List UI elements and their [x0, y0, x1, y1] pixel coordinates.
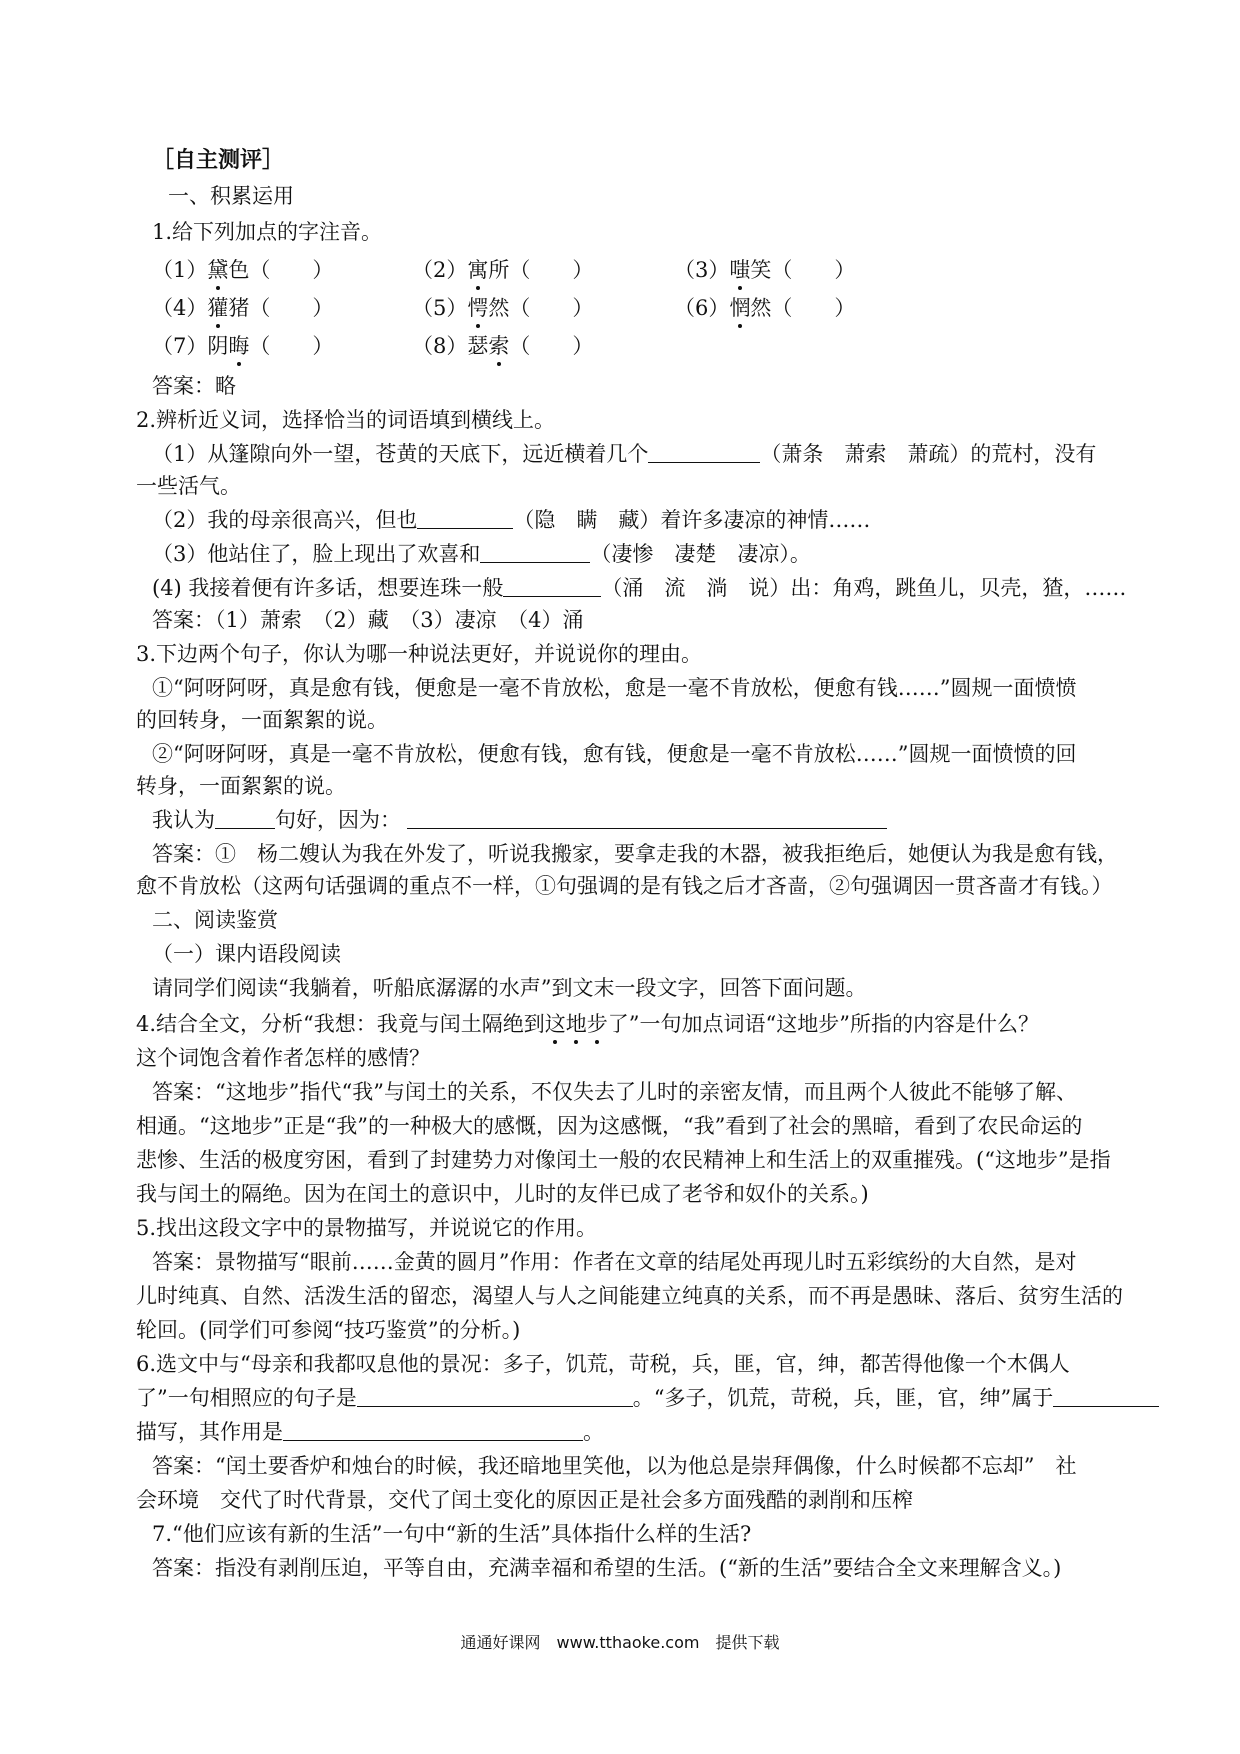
q2-stem: 2.辨析近义词，选择恰当的词语填到横线上。 — [136, 408, 556, 432]
q7-stem: 7.“他们应该有新的生活”一句中“新的生活”具体指什么样的生活? — [152, 1522, 752, 1546]
q2-blank-1[interactable] — [648, 442, 760, 463]
q3-fill: 我认为 句好，因为： — [152, 806, 1138, 834]
q7-answer: 答案：指没有剥削压迫，平等自由，充满幸福和希望的生活。(“新的生活”要结合全文来理解含义。) — [152, 1556, 1062, 1580]
q3-stem: 3.下边两个句子，你认为哪一种说法更好，并说说你的理由。 — [136, 642, 703, 666]
q6-answer-2: 会环境 交代了时代背景，交代了闰土变化的原因正是社会多方面残酷的剥削和压榨 — [136, 1488, 913, 1512]
q5-stem: 5.找出这段文字中的景物描写，并说说它的作用。 — [136, 1216, 598, 1240]
q1-item-8: （8）瑟索（ ） — [412, 334, 594, 358]
q4-answer-1: 答案：“这地步”指代“我”与闰土的关系，不仅失去了儿时的亲密友情，而且两个人彼此不能够了解、 — [152, 1080, 1077, 1104]
q6-blank-type[interactable] — [1053, 1386, 1159, 1407]
q2-blank-3[interactable] — [480, 542, 590, 563]
q4-answer-3: 悲惨、生活的极度穷困，看到了封建势力对像闰土一般的农民精神上和生活上的双重摧残。(“这地步”是指 — [136, 1148, 1111, 1172]
q3-option-1-cont: 的回转身，一面絮絮的说。 — [136, 708, 388, 732]
q1-stem: 1.给下列加点的字注音。 — [152, 220, 383, 244]
q1-item-3: （3）嗤笑（ ） — [674, 258, 856, 282]
q4-answer-2: 相通。“这地步”正是“我”的一种极大的感慨，因为这感慨，“我”看到了社会的黑暗，看到了农民命运的 — [136, 1114, 1083, 1138]
q6-stem: 6.选文中与“母亲和我都叹息他的景况：多子，饥荒，苛税，兵，匪，官，绅，都苦得他像一个木偶人 — [136, 1352, 1070, 1376]
q2-blank-2[interactable] — [417, 508, 513, 529]
part2-heading: 二、阅读鉴赏 — [152, 908, 278, 932]
q1-item-1: （1）黛色（ ） — [152, 258, 334, 282]
q6-blank-sentence[interactable] — [357, 1386, 633, 1407]
q5-answer-2: 儿时纯真、自然、活泼生活的留恋，渴望人与人之间能建立纯真的关系，而不再是愚昧、落后、贫穷生活的 — [136, 1284, 1123, 1308]
q1-item-6: （6）惘然（ ） — [674, 296, 856, 320]
q6-blank-effect[interactable] — [283, 1420, 583, 1441]
q2-blank-4[interactable] — [503, 576, 601, 597]
q3-answer: 答案：① 杨二嫂认为我在外发了，听说我搬家，要拿走我的木器，被我拒绝后，她便认为我是愈有钱， — [152, 842, 1118, 866]
q2-s4: (4) 我接着便有许多话，想要连珠一般 （涌 流 淌 说）出：角鸡，跳鱼儿，贝壳，猹，…… — [152, 576, 1127, 600]
page-footer: 通通好课网 www.tthaoke.com 提供下载 — [460, 1633, 780, 1652]
q6-fill-1: 了”一句相照应的句子是 。“多子，饥荒，苛税，兵，匪，官，绅”属于 — [136, 1384, 1138, 1412]
q1-item-5: （5）愕然（ ） — [412, 296, 594, 320]
q4-stem: 4.结合全文，分析“我想：我竟与闰土隔绝到这地步了”一句加点词语“这地步”所指的内容是什么？ — [136, 1012, 1039, 1036]
q1-item-4: （4）獾猪（ ） — [152, 296, 334, 320]
q3-blank-choice[interactable] — [215, 808, 275, 829]
q1-item-7: （7）阴晦（ ） — [152, 334, 334, 358]
q5-answer-3: 轮回。(同学们可参阅“技巧鉴赏”的分析。) — [136, 1318, 521, 1342]
q2-s1: （1）从篷隙向外一望，苍黄的天底下，远近横着几个 （萧条 萧索 萧疏）的荒村，没有 — [152, 442, 1097, 466]
q5-answer-1: 答案：景物描写“眼前……金黄的圆月”作用：作者在文章的结尾处再现儿时五彩缤纷的大自然，是对 — [152, 1250, 1077, 1274]
q2-answer: 答案：（1）萧索 （2）藏 （3）凄凉 （4）涌 — [152, 608, 584, 632]
q6-answer-1: 答案：“闰土要香炉和烛台的时候，我还暗地里笑他，以为他总是崇拜偶像，什么时候都不忘却” 社 — [152, 1454, 1077, 1478]
q2-s3: （3）他站住了，脸上现出了欢喜和 （凄惨 凄楚 凄凉）。 — [152, 542, 811, 566]
part2-subheading: （一）课内语段阅读 — [152, 942, 341, 966]
q2-s1-cont: 一些活气。 — [136, 474, 241, 498]
q3-option-1: ①“阿呀阿呀，真是愈有钱，便愈是一毫不肯放松，愈是一毫不肯放松，便愈有钱……”圆规一面愤愤 — [152, 676, 1077, 700]
q3-blank-reason[interactable] — [407, 808, 887, 829]
part1-heading: 一、积累运用 — [168, 184, 294, 208]
q3-answer-cont: 愈不肯放松（这两句话强调的重点不一样，①句强调的是有钱之后才吝啬，②句强调因一贯吝啬才有钱。） — [136, 874, 1113, 898]
q6-fill-2: 描写，其作用是 。 — [136, 1420, 604, 1444]
q3-option-2-cont: 转身，一面絮絮的说。 — [136, 774, 346, 798]
part2-intro: 请同学们阅读“我躺着，听船底潺潺的水声”到文末一段文字，回答下面问题。 — [152, 976, 867, 1000]
q4-answer-4: 我与闰土的隔绝。因为在闰土的意识中，儿时的友伴已成了老爷和奴仆的关系。) — [136, 1182, 869, 1206]
q1-answer: 答案：略 — [152, 374, 236, 398]
section-title: ［自主测评］ — [152, 147, 285, 173]
q1-item-2: （2）寓所（ ） — [412, 258, 594, 282]
q3-option-2: ②“阿呀阿呀，真是一毫不肯放松，便愈有钱，愈有钱，便愈是一毫不肯放松……”圆规一面愤愤的回 — [152, 742, 1077, 766]
q2-s2: （2）我的母亲很高兴，但也 （隐 瞒 藏）着许多凄凉的神情…… — [152, 508, 871, 532]
q4-stem-cont: 这个词饱含着作者怎样的感情？ — [136, 1046, 430, 1070]
